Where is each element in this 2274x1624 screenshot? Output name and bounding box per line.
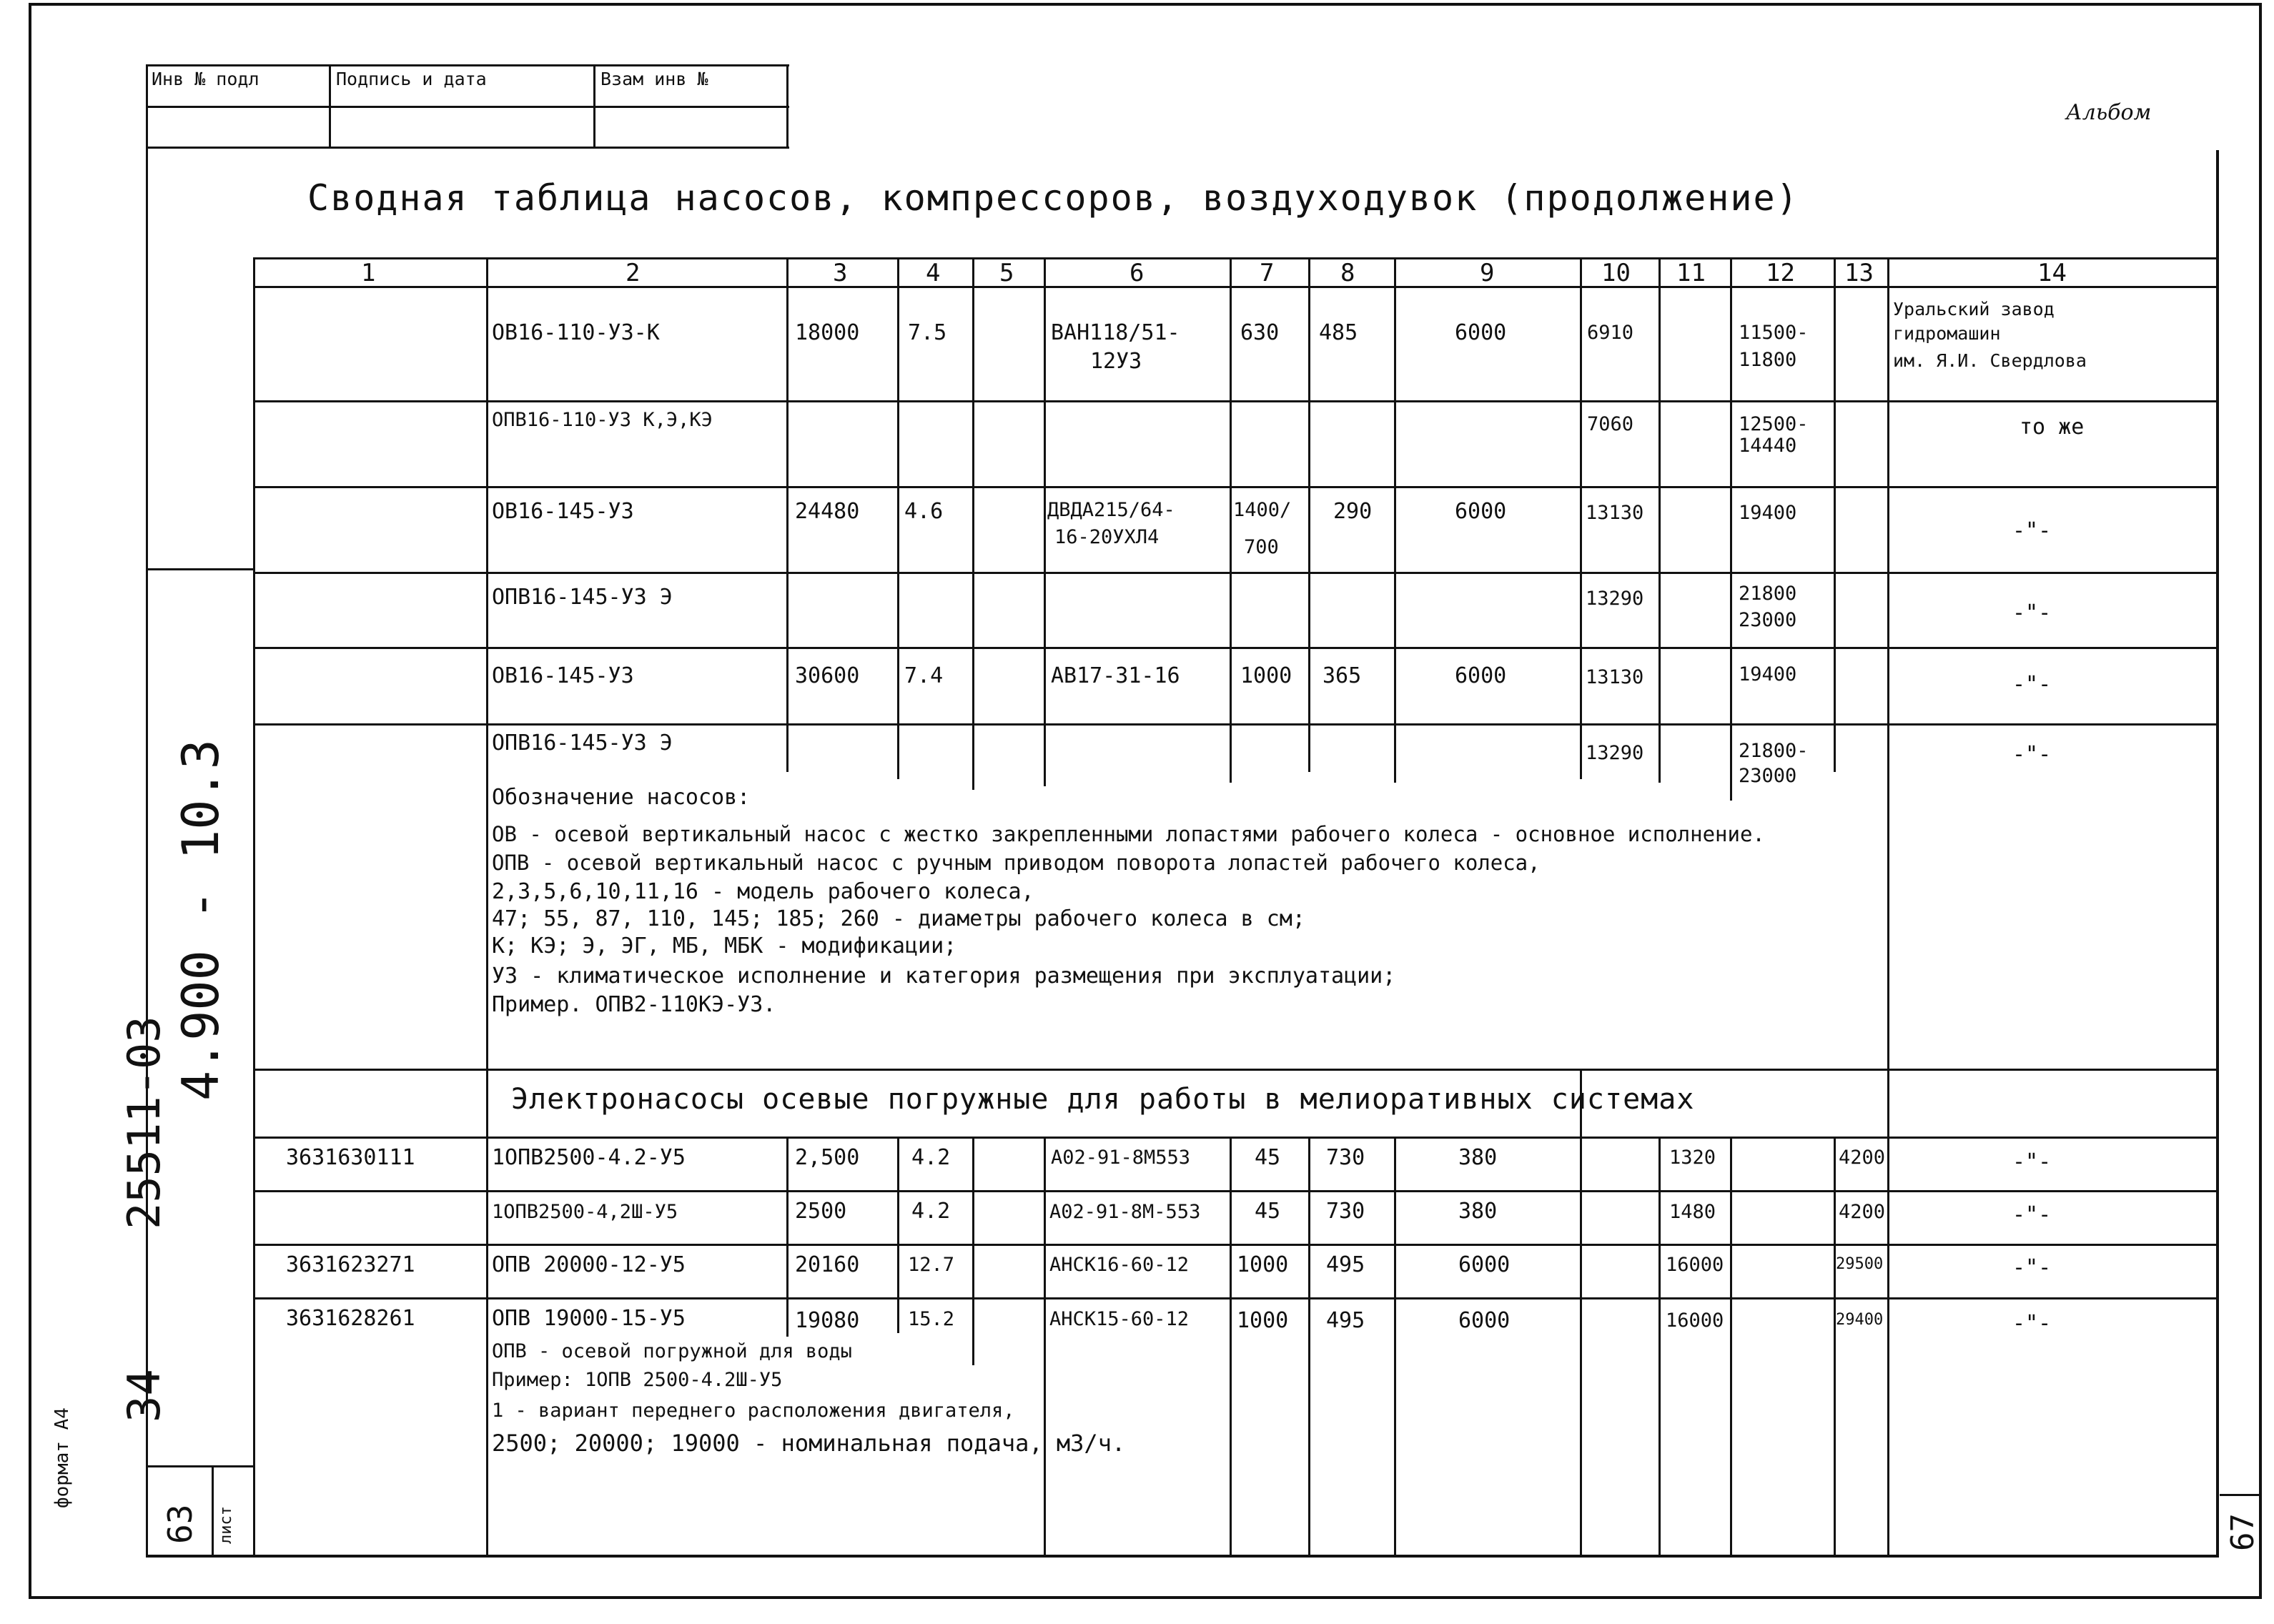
margin-bottom-divider bbox=[146, 1465, 253, 1467]
notes-a-line-3: 2,3,5,6,10,11,16 - модель рабочего колеса, bbox=[492, 879, 1034, 904]
table-row-b3-c1: 3631628261 bbox=[286, 1306, 415, 1331]
table-row-b1-c2: 1ОПВ2500-4,2Ш-У5 bbox=[492, 1201, 678, 1223]
margin-bottom-split bbox=[212, 1465, 214, 1558]
inner-frame-left bbox=[146, 64, 148, 1558]
table-row-a2-c9: 6000 bbox=[1455, 499, 1507, 524]
margin-doc-no: 4.900 - 10.3 bbox=[172, 739, 230, 1101]
table-row-a5-c12: 21800- bbox=[1739, 740, 1809, 762]
col-line-11a bbox=[1658, 257, 1661, 783]
col-header-13: 13 bbox=[1844, 259, 1874, 287]
notes-a-line-4: 47; 55, 87, 110, 145; 185; 260 - диаметры рабочего колеса в см; bbox=[492, 906, 1305, 931]
table-row-b3-c11: 16000 bbox=[1666, 1309, 1724, 1332]
stamp-middle bbox=[146, 106, 789, 108]
table-row-a2-c6b: 16-20УХЛ4 bbox=[1054, 526, 1160, 548]
table-row-b0-c4: 4.2 bbox=[911, 1145, 951, 1170]
col-line-9a bbox=[1394, 257, 1396, 783]
notes-b-line-3: 2500; 20000; 19000 - номинальная подача, м3/ч. bbox=[492, 1430, 1126, 1457]
margin-column-line bbox=[253, 257, 255, 1558]
notes-a-line-0: Обозначение насосов: bbox=[492, 785, 751, 810]
frame-top bbox=[29, 3, 2262, 6]
stamp-divider-2 bbox=[593, 64, 595, 147]
table-row-a4-c2: ОВ16-145-У3 bbox=[492, 663, 634, 688]
col-header-12: 12 bbox=[1766, 259, 1795, 287]
margin-bottom-num: 63 bbox=[161, 1504, 199, 1544]
table-row-a0-c9: 6000 bbox=[1455, 320, 1507, 345]
table-row-b1-c7: 45 bbox=[1255, 1199, 1281, 1224]
table-row-b2-c4: 12.7 bbox=[908, 1254, 955, 1276]
table-row-b1-c6: А02-91-8М-553 bbox=[1049, 1201, 1201, 1223]
table-row-b1-c13: 4200 bbox=[1839, 1201, 1886, 1223]
notes-b-line-1: Пример: 1ОПВ 2500-4.2Ш-У5 bbox=[492, 1369, 783, 1391]
col-header-10: 10 bbox=[1601, 259, 1631, 287]
table-row-a1-c14: то же bbox=[2020, 415, 2085, 440]
col-line-4b bbox=[897, 1137, 899, 1333]
stamp-sign-label: Подпись и дата bbox=[336, 69, 487, 89]
table-row-b3-c8: 495 bbox=[1326, 1308, 1365, 1333]
inner-frame-right bbox=[2216, 150, 2219, 1558]
table-row-b1-c9: 380 bbox=[1458, 1199, 1498, 1224]
table-header-line bbox=[255, 286, 2216, 288]
table-row-a0-c3: 18000 bbox=[795, 320, 860, 345]
table-row-a1-c10: 7060 bbox=[1587, 413, 1634, 435]
table-row-b3-c6: АНСК15-60-12 bbox=[1049, 1308, 1190, 1330]
col-header-11: 11 bbox=[1676, 259, 1706, 287]
col-header-3: 3 bbox=[833, 259, 848, 287]
table-row-a0-c12b: 11800 bbox=[1739, 349, 1797, 371]
table-row-a4-c10: 13130 bbox=[1586, 666, 1644, 688]
stamp-top bbox=[146, 64, 789, 66]
table-row-a1-c12b: 14440 bbox=[1739, 435, 1797, 457]
row-line-2 bbox=[255, 486, 2216, 488]
margin-list-label: лист bbox=[217, 1506, 235, 1544]
table-row-b2-c6: АНСК16-60-12 bbox=[1049, 1254, 1190, 1276]
table-row-a0-c14b: гидромашин bbox=[1893, 323, 2001, 344]
notes-b-line-0: ОПВ - осевой погружной для воды bbox=[492, 1340, 852, 1362]
row-line-9 bbox=[255, 1244, 2216, 1246]
table-row-b1-c3: 2500 bbox=[795, 1199, 847, 1224]
table-row-a4-c6: АВ17-31-16 bbox=[1051, 663, 1180, 688]
col-line-10b bbox=[1580, 1069, 1582, 1558]
col-line-10a bbox=[1580, 257, 1582, 779]
col-header-6: 6 bbox=[1129, 259, 1145, 287]
table-row-a0-c4: 7.5 bbox=[908, 320, 947, 345]
col-header-5: 5 bbox=[999, 259, 1014, 287]
table-row-a0-c14c: им. Я.И. Свердлова bbox=[1893, 350, 2087, 371]
table-row-b1-c4: 4.2 bbox=[911, 1199, 951, 1224]
row-line-4 bbox=[255, 647, 2216, 649]
stamp-bottom bbox=[146, 147, 789, 149]
table-row-b2-c3: 20160 bbox=[795, 1252, 860, 1277]
col-line-7b bbox=[1230, 1137, 1232, 1558]
stamp-divider-3 bbox=[786, 64, 789, 147]
table-row-a3-c14: -"- bbox=[2012, 600, 2052, 625]
col-line-9b bbox=[1394, 1137, 1396, 1558]
table-row-a3-c12: 21800 bbox=[1739, 583, 1797, 605]
col-header-4: 4 bbox=[926, 259, 941, 287]
table-row-b0-c3: 2,500 bbox=[795, 1145, 860, 1170]
row-line-3 bbox=[255, 572, 2216, 574]
table-row-a3-c2: ОПВ16-145-У3 Э bbox=[492, 585, 673, 610]
col-line-5b bbox=[972, 1137, 974, 1365]
table-row-a2-c2: ОВ16-145-У3 bbox=[492, 499, 634, 524]
table-row-b1-c8: 730 bbox=[1326, 1199, 1365, 1224]
section-title: Электронасосы осевые погружные для работы в мелиоративных системах bbox=[511, 1083, 1695, 1116]
table-row-a0-c2: ОВ16-110-У3-К bbox=[492, 320, 660, 345]
table-row-b2-c2: ОПВ 20000-12-У5 bbox=[492, 1252, 686, 1277]
col-line-3a bbox=[786, 257, 789, 772]
row-line-10 bbox=[255, 1297, 2216, 1299]
table-row-a0-c6: ВАН118/51- bbox=[1051, 320, 1180, 345]
col-line-12a bbox=[1730, 257, 1732, 801]
col-line-3b bbox=[786, 1137, 789, 1337]
frame-bottom bbox=[29, 1596, 2262, 1599]
table-row-a2-c4: 4.6 bbox=[904, 499, 944, 524]
table-row-a2-c10: 13130 bbox=[1586, 502, 1644, 524]
row-line-6 bbox=[255, 1069, 2216, 1071]
col-header-1: 1 bbox=[361, 259, 376, 287]
table-row-a4-c14: -"- bbox=[2012, 672, 2052, 697]
table-row-b0-c7: 45 bbox=[1255, 1145, 1281, 1170]
table-row-a3-c10: 13290 bbox=[1586, 588, 1644, 610]
margin-code: 25511-03 bbox=[118, 1016, 170, 1229]
table-row-a3-c12b: 23000 bbox=[1739, 609, 1797, 631]
row-line-5 bbox=[255, 723, 2216, 726]
col-line-6b bbox=[1044, 1137, 1046, 1558]
col-header-14: 14 bbox=[2037, 259, 2067, 287]
table-row-a0-c12: 11500- bbox=[1739, 322, 1809, 344]
margin-format: формат А4 bbox=[51, 1407, 73, 1508]
table-row-b3-c7: 1000 bbox=[1237, 1308, 1289, 1333]
notes-b-line-2: 1 - вариант переднего расположения двигателя, bbox=[492, 1400, 1015, 1422]
table-row-a2-c8: 290 bbox=[1333, 499, 1373, 524]
table-row-b2-c9: 6000 bbox=[1458, 1252, 1511, 1277]
col-line-12b bbox=[1730, 1137, 1732, 1558]
col-header-2: 2 bbox=[626, 259, 641, 287]
col-line-13b bbox=[1834, 1137, 1836, 1558]
notes-a-line-7: Пример. ОПВ2-110КЭ-У3. bbox=[492, 992, 776, 1017]
notes-a-line-2: ОПВ - осевой вертикальный насос с ручным приводом поворота лопастей рабочего колеса, bbox=[492, 851, 1541, 875]
table-row-b3-c14: -"- bbox=[2012, 1311, 2052, 1336]
table-row-b1-c11: 1480 bbox=[1669, 1201, 1716, 1223]
table-row-a2-c12: 19400 bbox=[1739, 502, 1797, 524]
page-title: Сводная таблица насосов, компрессоров, воздуходувок (продолжение) bbox=[307, 177, 1799, 219]
table-row-a0-c7: 630 bbox=[1240, 320, 1280, 345]
table-row-b3-c2: ОПВ 19000-15-У5 bbox=[492, 1306, 686, 1331]
col-header-8: 8 bbox=[1340, 259, 1355, 287]
table-row-a5-c10: 13290 bbox=[1586, 742, 1644, 764]
album-label: Альбом bbox=[2066, 100, 2152, 125]
stamp-inv-label: Инв № подл bbox=[152, 69, 259, 89]
table-row-b0-c11: 1320 bbox=[1669, 1147, 1716, 1169]
table-row-b0-c13: 4200 bbox=[1839, 1147, 1886, 1169]
stamp-divider-1 bbox=[329, 64, 331, 147]
col-header-9: 9 bbox=[1480, 259, 1495, 287]
notes-a-line-5: К; КЭ; Э, ЭГ, МБ, МБК - модификации; bbox=[492, 934, 957, 959]
table-row-b2-c7: 1000 bbox=[1237, 1252, 1289, 1277]
table-row-a4-c7: 1000 bbox=[1240, 663, 1292, 688]
table-row-a2-c6: ДВДА215/64- bbox=[1047, 499, 1175, 521]
col-line-7a bbox=[1230, 257, 1232, 783]
table-row-a0-c8: 485 bbox=[1319, 320, 1358, 345]
table-row-b0-c2: 1ОПВ2500-4.2-У5 bbox=[492, 1145, 686, 1170]
notes-a-line-1: ОВ - осевой вертикальный насос с жестко закрепленными лопастями рабочего колеса - основное исполнение. bbox=[492, 822, 1765, 846]
table-row-a0-c14: Уральский завод bbox=[1893, 299, 2055, 320]
col-line-13a bbox=[1834, 257, 1836, 772]
table-row-a5-c12b: 23000 bbox=[1739, 765, 1797, 787]
col-line-11b bbox=[1658, 1137, 1661, 1558]
table-row-b1-c14: -"- bbox=[2012, 1202, 2052, 1227]
col-line-8a bbox=[1308, 257, 1310, 772]
notes-a-line-6: У3 - климатическое исполнение и категория размещения при эксплуатации; bbox=[492, 964, 1396, 989]
col-line-5a bbox=[972, 257, 974, 790]
table-row-a1-c2: ОПВ16-110-У3 К,Э,КЭ bbox=[492, 409, 713, 431]
col-line-2 bbox=[486, 257, 488, 1558]
table-row-b0-c6: А02-91-8М553 bbox=[1051, 1147, 1191, 1169]
table-row-a4-c9: 6000 bbox=[1455, 663, 1507, 688]
table-row-b3-c9: 6000 bbox=[1458, 1308, 1511, 1333]
table-row-a2-c14: -"- bbox=[2012, 518, 2052, 543]
table-row-b0-c9: 380 bbox=[1458, 1145, 1498, 1170]
table-row-b2-c13: 29500 bbox=[1836, 1255, 1884, 1273]
table-row-a5-c2: ОПВ16-145-У3 Э bbox=[492, 731, 673, 756]
table-top-line bbox=[255, 257, 2216, 259]
table-row-a4-c4: 7.4 bbox=[904, 663, 944, 688]
table-row-a4-c12: 19400 bbox=[1739, 663, 1797, 685]
table-row-b2-c14: -"- bbox=[2012, 1255, 2052, 1280]
table-row-b2-c11: 16000 bbox=[1666, 1254, 1724, 1276]
page-number-box bbox=[2220, 1494, 2259, 1496]
table-row-a0-c10: 6910 bbox=[1587, 322, 1634, 344]
margin-divider bbox=[146, 568, 253, 570]
table-row-a2-c7: 1400/ bbox=[1233, 499, 1292, 521]
table-row-a5-c14: -"- bbox=[2012, 742, 2052, 767]
col-line-8b bbox=[1308, 1137, 1310, 1558]
col-header-7: 7 bbox=[1260, 259, 1275, 287]
table-row-a1-c12: 12500- bbox=[1739, 413, 1809, 435]
table-row-b3-c3: 19080 bbox=[795, 1308, 860, 1333]
col-line-4a bbox=[897, 257, 899, 779]
page-number: 67 bbox=[2225, 1513, 2261, 1551]
table-row-a4-c3: 30600 bbox=[795, 663, 860, 688]
frame-left bbox=[29, 3, 31, 1599]
table-row-b2-c1: 3631623271 bbox=[286, 1252, 415, 1277]
col-line-6a bbox=[1044, 257, 1046, 786]
table-row-a2-c3: 24480 bbox=[795, 499, 860, 524]
row-line-8 bbox=[255, 1190, 2216, 1192]
table-row-a2-c7b: 700 bbox=[1244, 536, 1279, 558]
stamp-vzam-label: Взам инв № bbox=[600, 69, 708, 89]
table-row-b0-c14: -"- bbox=[2012, 1149, 2052, 1174]
table-row-a4-c8: 365 bbox=[1323, 663, 1362, 688]
table-row-b0-c1: 3631630111 bbox=[286, 1145, 415, 1170]
table-row-b3-c13: 29400 bbox=[1836, 1311, 1884, 1329]
table-row-b0-c8: 730 bbox=[1326, 1145, 1365, 1170]
margin-sheet-no: 34 bbox=[118, 1369, 170, 1422]
frame-right bbox=[2259, 3, 2262, 1599]
table-row-b3-c4: 15.2 bbox=[908, 1308, 955, 1330]
row-line-1 bbox=[255, 400, 2216, 402]
table-row-a0-c6b: 12У3 bbox=[1090, 349, 1142, 374]
inner-frame-bottom bbox=[146, 1555, 2219, 1558]
col-line-14 bbox=[1887, 257, 1889, 1558]
row-line-7 bbox=[255, 1137, 2216, 1139]
table-row-b2-c8: 495 bbox=[1326, 1252, 1365, 1277]
